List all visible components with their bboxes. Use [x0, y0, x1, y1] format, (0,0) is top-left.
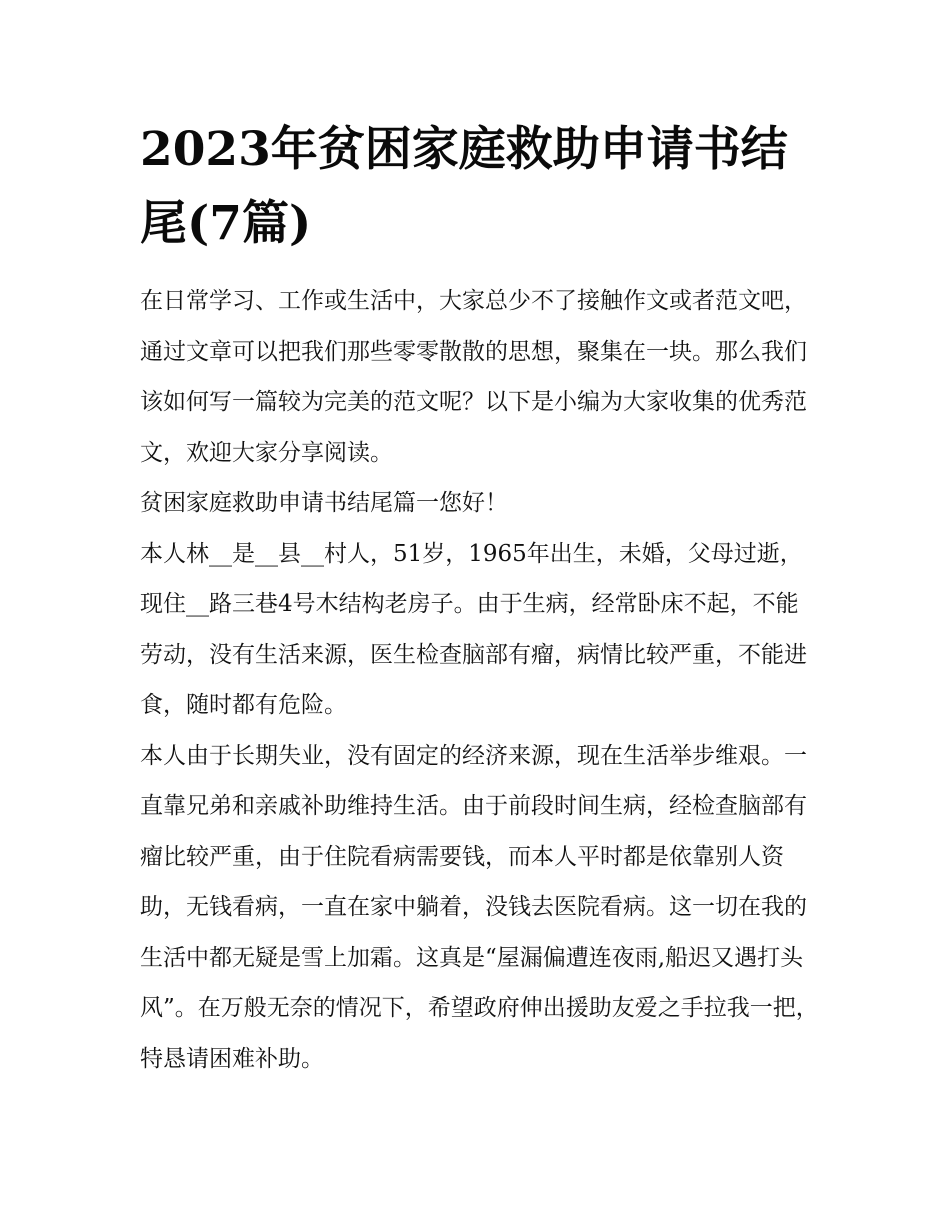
paragraph-intro: 在日常学习、工作或生活中，大家总少不了接触作文或者范文吧，通过文章可以把我们那些零零散散的思想，聚集在一块。那么我们该如何写一篇较为完美的范文呢？以下是小编为大家收集的优秀范文，欢迎大家分享阅读。 — [140, 288, 807, 466]
paragraph-request: 本人由于长期失业，没有固定的经济来源，现在生活举步维艰。一直靠兄弟和亲戚补助维持生活。由于前段时间生病，经检查脑部有瘤比较严重，由于住院看病需要钱，而本人平时都是依靠别人资助，无钱看病，一直在家中躺着，没钱去医院看病。这一切在我的生活中都无疑是雪上加霜。这真是“屋漏偏遭连夜雨,船迟又遇打头风”。在万般无奈的情况下，希望政府伸出援助友爱之手拉我一把，特恳请困难补助。 — [140, 742, 819, 1072]
document-body — [140, 276, 820, 1084]
paragraph-personal-info: 本人林__是__县__村人，51岁，1965年出生，未婚，父母过逝，现住__路三巷4号木结构老房子。由于生病，经常卧床不起，不能劳动，没有生活来源，医生检查脑部有瘤，病情比较严重，不能进食，随时都有危险。 — [140, 540, 807, 718]
document-title: 2023年贫困家庭救助申请书结尾(7篇) — [140, 122, 788, 251]
paragraph-section-heading: 贫困家庭救助申请书结尾篇一您好！ — [140, 490, 508, 516]
